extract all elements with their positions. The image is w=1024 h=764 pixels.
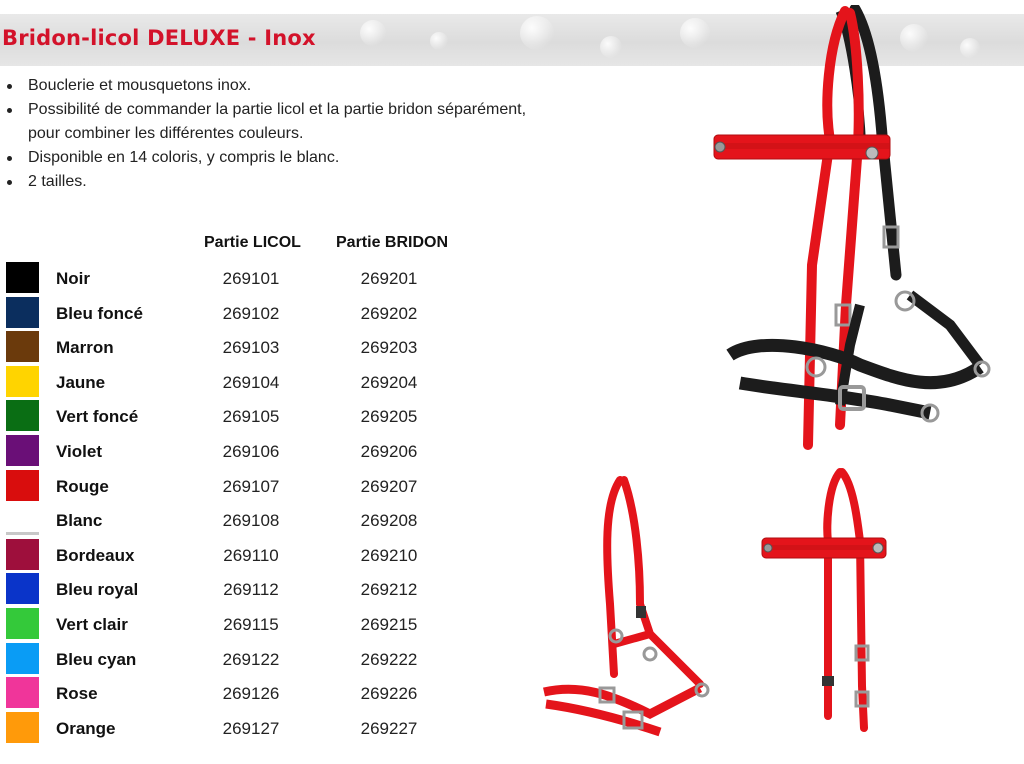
table-row: [0, 366, 470, 400]
table-row: [0, 712, 470, 746]
color-name: Blanc: [56, 511, 103, 531]
color-name: Marron: [56, 338, 114, 358]
color-swatch: [6, 712, 39, 743]
feature-item: Possibilité de commander la partie licol et la partie bridon séparément,: [6, 98, 526, 122]
table-row: [0, 435, 470, 469]
color-swatch: [6, 366, 39, 397]
headcollar-part-image: [540, 474, 715, 739]
table-row: [0, 539, 470, 573]
licol-code: 269101: [222, 269, 280, 288]
color-swatch: [6, 331, 39, 362]
color-swatch: [6, 435, 39, 466]
bridon-code: 269205: [360, 407, 418, 427]
page-title: Bridon-licol DELUXE - Inox: [2, 26, 316, 50]
licol-code: 269105: [222, 407, 280, 427]
color-name: Vert foncé: [56, 407, 139, 427]
bridon-code: 269204: [360, 372, 418, 392]
licol-code: 269110: [223, 545, 279, 565]
licol-code: 269122: [222, 649, 280, 669]
bridon-code: 269203: [360, 338, 418, 358]
feature-list: [6, 74, 526, 194]
bridon-code: 269206: [360, 442, 418, 461]
column-header-bridon: Partie BRIDON: [336, 234, 449, 251]
color-name: Rose: [56, 684, 98, 704]
color-swatch: [6, 400, 39, 431]
bridon-code: 269215: [360, 615, 418, 634]
color-swatch: [6, 677, 39, 708]
licol-code: 269112: [223, 580, 279, 600]
bubble-decoration: [360, 20, 386, 46]
table-row: [0, 470, 470, 504]
color-swatch: [6, 262, 39, 293]
color-swatch: [6, 504, 39, 535]
color-name: Orange: [56, 718, 116, 738]
column-header-licol: Partie LICOL: [204, 234, 301, 251]
color-swatch: [6, 573, 39, 604]
bridon-code: 269207: [360, 476, 418, 496]
color-name: Vert clair: [56, 615, 128, 634]
color-name: Bleu royal: [56, 580, 139, 600]
licol-code: 269104: [222, 372, 280, 392]
table-row: [0, 331, 470, 365]
color-name: Bordeaux: [56, 545, 135, 565]
table-row: [0, 504, 470, 538]
feature-item-text: pour combiner les différentes couleurs.: [28, 125, 304, 142]
bridon-code: 269210: [360, 545, 418, 565]
licol-code: 269106: [222, 442, 280, 461]
table-row: [0, 262, 470, 296]
licol-code: 269115: [223, 615, 279, 634]
color-name: Rouge: [56, 476, 109, 496]
color-name: Noir: [56, 269, 90, 288]
color-swatch: [6, 643, 39, 674]
color-name: Bleu foncé: [56, 303, 143, 323]
bridon-code: 269208: [360, 511, 418, 531]
feature-item: Bouclerie et mousquetons inox.: [6, 74, 526, 98]
bridon-code: 269222: [360, 649, 418, 669]
table-row: [0, 400, 470, 434]
table-row: [0, 643, 470, 677]
color-name: Violet: [56, 442, 102, 461]
bridle-part-image: [758, 466, 893, 738]
feature-item: Disponible en 14 coloris, y compris le blanc.: [6, 146, 526, 170]
bubble-decoration: [430, 32, 448, 50]
feature-item-continuation: [6, 122, 526, 146]
table-row: [0, 677, 470, 711]
color-name: Bleu cyan: [56, 649, 137, 669]
color-swatch: [6, 539, 39, 570]
bridle-headcollar-combo-image: [700, 5, 1000, 450]
bridon-code: 269201: [360, 269, 418, 288]
color-swatch: [6, 297, 39, 328]
color-swatch: [6, 470, 39, 501]
licol-code: 269107: [222, 476, 280, 496]
licol-code: 269108: [222, 511, 280, 531]
bridon-code: 269227: [360, 718, 418, 738]
bubble-decoration: [520, 16, 554, 50]
bridon-code: 269202: [360, 303, 418, 323]
licol-code: 269127: [222, 718, 280, 738]
licol-code: 269102: [222, 303, 280, 323]
table-row: [0, 608, 470, 642]
licol-code: 269103: [222, 338, 280, 358]
bridon-code: 269226: [360, 684, 418, 704]
licol-code: 269126: [222, 684, 280, 704]
table-row: [0, 297, 470, 331]
table-row: [0, 573, 470, 607]
color-name: Jaune: [56, 372, 106, 392]
color-swatch: [6, 608, 39, 639]
bridon-code: 269212: [360, 580, 418, 600]
bubble-decoration: [600, 36, 622, 58]
feature-item: 2 tailles.: [6, 170, 526, 194]
